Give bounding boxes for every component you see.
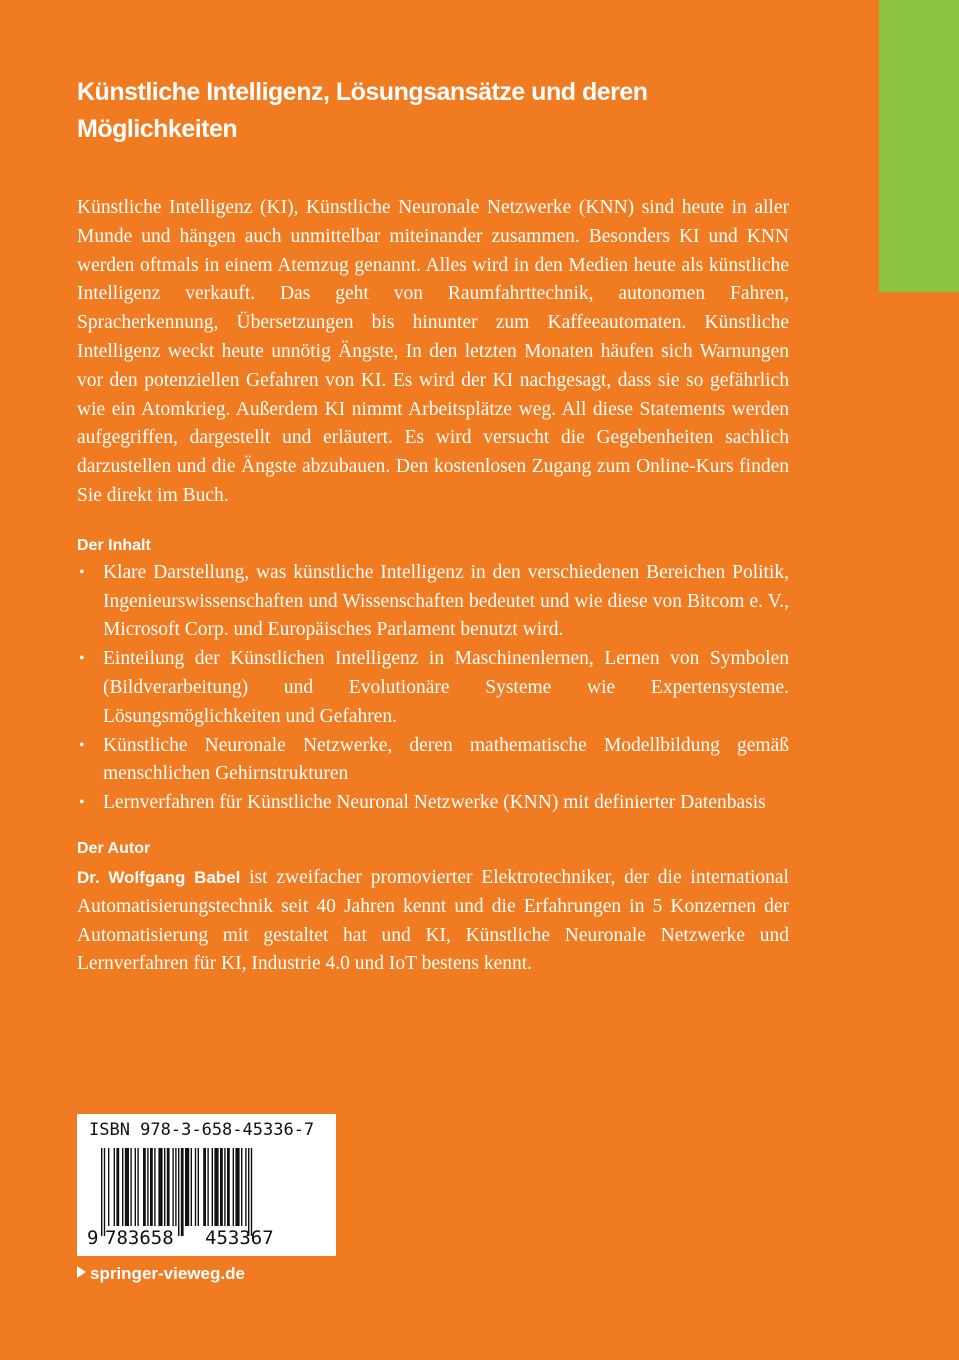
isbn-barcode <box>77 1114 336 1256</box>
green-color-tab <box>879 0 959 292</box>
barcode-bar <box>195 1148 196 1226</box>
barcode-bar <box>137 1148 138 1226</box>
barcode-bar <box>154 1148 155 1226</box>
barcode-bar <box>235 1148 239 1226</box>
author-heading: Der Autor <box>77 839 151 857</box>
contents-item: • Künstliche Neuronale Netzwerke, deren mathematische Modellbildung gemäß menschlichen Gehirnstrukturen <box>77 732 789 790</box>
barcode-bar <box>125 1148 129 1226</box>
barcode-bar <box>122 1148 123 1226</box>
book-title: Künstliche Intelligenz, Lösungsansätze und deren Möglichkeiten <box>77 78 648 143</box>
barcode-digits-left: 783658 <box>105 1227 174 1249</box>
barcode-bar <box>198 1148 199 1226</box>
barcode-bar <box>175 1148 176 1226</box>
barcode-bar <box>114 1148 115 1226</box>
barcode-bar <box>130 1148 131 1226</box>
contents-item: • Lernverfahren für Künstliche Neuronal Netzwerke (KNN) mit definierter Datenbasis <box>77 789 789 818</box>
contents-heading: Der Inhalt <box>77 536 151 554</box>
author-name: Dr. Wolfgang Babel <box>77 867 241 887</box>
barcode-bar <box>150 1148 153 1226</box>
publisher-url: springer-vieweg.de <box>90 1264 245 1283</box>
publisher-website-link[interactable] <box>77 1264 245 1284</box>
barcode-bar <box>212 1148 213 1226</box>
barcode-bar <box>172 1148 173 1226</box>
barcode-bar <box>185 1148 189 1226</box>
barcode-bar <box>251 1148 252 1236</box>
book-description: Künstliche Intelligenz (KI), Künstliche Neuronale Netzwerke (KNN) sind heute in aller Munde und hängen auch unmittelbar miteinander zusammen. Besonders KI und KNN werden oftmals in einem Atemzug genannt. Alles wird in den Medien heute als künstliche Intelligenz verkauft. Das geht von Raumfahrttechnik, autonomen Fahren, Spracherkennung, Übersetzungen bis hinunter zum Kaffeeautomaten. Künstliche Intelligenz weckt heute unnötig Ängste, In den letzten Monaten häufen sich Warnungen vor den potenziellen Gefahren von KI. Es wird der KI nachgesagt, dass sie so gefährlich wie ein Atomkrieg. Außerdem KI nimmt Arbeitsplätze weg. All diese Statements werden aufgegriffen, dargestellt und erläutert. Es wird versucht die Gegebenheiten sachlich darzustellen und die Ängste abzubauen. Den kostenlosen Zugang zum Online-Kurs finden Sie direkt im Buch. <box>77 197 789 506</box>
barcode-bar <box>116 1148 119 1226</box>
barcode-bar <box>214 1148 218 1226</box>
barcode-bar <box>178 1148 179 1236</box>
contents-item: • Klare Darstellung, was künstliche Intelligenz in den verschiedenen Bereichen Politik, Ingenieurswissenschaften und Wissenschaften bedeutet und wie diese von Bitcom e. V., Microsoft Corp. und Europäisches Parlament benutzt wird. <box>77 559 789 645</box>
isbn-label: ISBN 978-3-658-45336-7 <box>89 1120 315 1140</box>
contents-list <box>77 559 789 818</box>
barcode-bar <box>158 1148 162 1226</box>
barcode-bar <box>233 1148 234 1226</box>
barcode-bar <box>191 1148 192 1226</box>
barcode-bar <box>143 1148 146 1226</box>
contents-item: • Einteilung der Künstlichen Intelligenz in Maschinenlernen, Lernen von Symbolen (Bildverarbeitung) und Evolutionäre Systeme wie Expertensysteme. Lösungsmöglichkeiten und Gefahren. <box>77 645 789 731</box>
barcode-bar <box>248 1148 249 1236</box>
barcode-bar <box>207 1148 208 1226</box>
barcode-bar <box>245 1148 246 1226</box>
barcode-bar <box>135 1148 136 1226</box>
barcode-bar <box>181 1148 184 1236</box>
barcode-bar <box>224 1148 225 1226</box>
barcode-bar <box>167 1148 170 1226</box>
barcode-digit-first: 9 <box>87 1227 99 1249</box>
back-cover-content <box>77 74 789 979</box>
arrow-right-icon <box>77 1266 86 1278</box>
barcode-bar <box>147 1148 148 1226</box>
barcode-digits-right: 453367 <box>205 1227 274 1249</box>
author-bio <box>77 864 789 979</box>
barcode-bar <box>104 1148 105 1236</box>
barcode-bar <box>108 1148 109 1226</box>
barcode-bar <box>203 1148 206 1226</box>
barcode-bars <box>101 1148 313 1236</box>
barcode-bar <box>101 1148 102 1236</box>
barcode-bar <box>241 1148 242 1226</box>
barcode-bar <box>227 1148 230 1226</box>
author-bio-text: ist zweifacher promovierter Elektrotechniker, der die international Automatisierungstechnik seit 40 Jahren kennt und die Erfahrungen in 5 Konzernen der Automatisierung mit gestaltet hat und KI, Künstliche Neuronale Netzwerke und Lernverfahren für KI, Industrie 4.0 und IoT bestens kennt. <box>77 866 789 975</box>
barcode-bar <box>164 1148 165 1226</box>
barcode-bar <box>220 1148 223 1226</box>
